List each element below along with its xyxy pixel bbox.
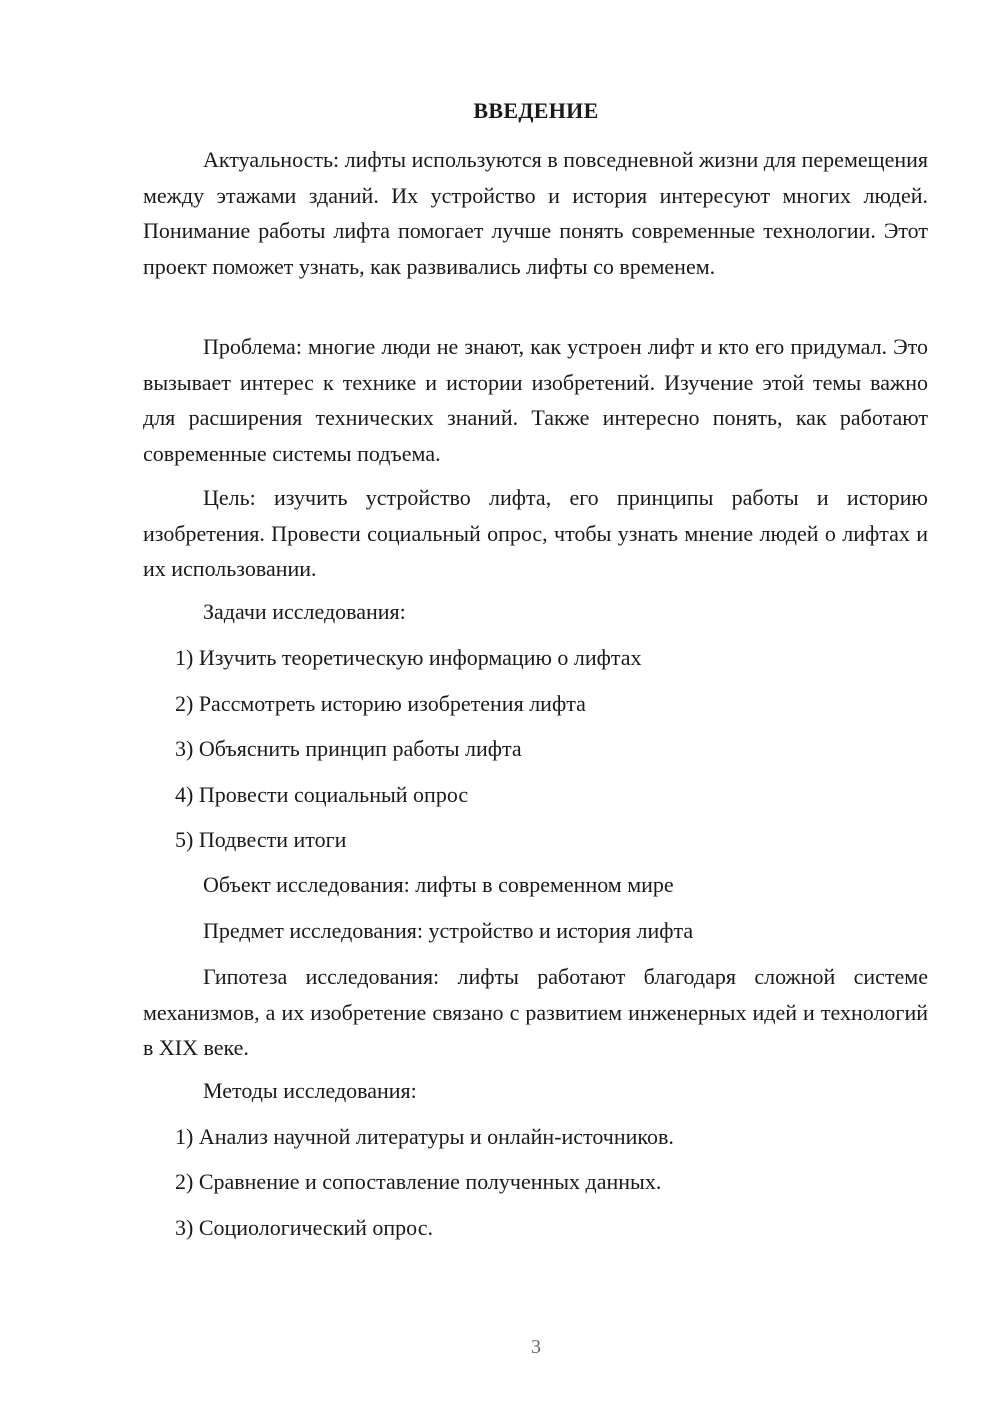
problem-block (143, 329, 928, 471)
task-item: 2) Рассмотреть историю изобретения лифта (175, 691, 586, 716)
task-item: 4) Провести социальный опрос (175, 782, 469, 807)
task-item: 1) Изучить теоретическую информацию о лифтах (175, 645, 642, 670)
goal-block (143, 480, 928, 587)
task-item: 5) Подвести итоги (175, 827, 347, 852)
goal-paragraph: Цель: изучить устройство лифта, его принципы работы и историю изобретения. Провести социальный опрос, чтобы узнать мнение людей о лифтах и их использовании. (143, 485, 928, 581)
task-item: 3) Объяснить принцип работы лифта (175, 736, 522, 761)
tasks-title: Задачи исследования: (203, 599, 406, 624)
method-item: 1) Анализ научной литературы и онлайн-источников. (175, 1124, 674, 1149)
research-object: Объект исследования: лифты в современном мире (203, 872, 674, 897)
hypothesis-paragraph: Гипотеза исследования: лифты работают благодаря сложной системе механизмов, а их изобретение связано с развитием инженерных идей и технологий в XIX веке. (143, 964, 928, 1060)
method-item: 2) Сравнение и сопоставление полученных данных. (175, 1169, 662, 1194)
method-item: 3) Социологический опрос. (175, 1215, 433, 1240)
problem-paragraph: Проблема: многие люди не знают, как устроен лифт и кто его придумал. Это вызывает интерес к технике и истории изобретений. Изучение этой темы важно для расширения технических знаний. Также интересно понять, как работают современные системы подъема. (143, 334, 928, 466)
relevance-block (143, 142, 928, 284)
section-heading: ВВЕДЕНИЕ (473, 98, 599, 123)
research-subject: Предмет исследования: устройство и история лифта (203, 918, 694, 943)
methods-title: Методы исследования: (203, 1078, 417, 1103)
page-number: 3 (531, 1336, 541, 1358)
hypothesis-block (143, 959, 928, 1066)
relevance-paragraph: Актуальность: лифты используются в повседневной жизни для перемещения между этажами зданий. Их устройство и история интересуют многих людей. Понимание работы лифта помогает лучше понять современные технологии. Этот проект поможет узнать, как развивались лифты со временем. (143, 147, 928, 279)
